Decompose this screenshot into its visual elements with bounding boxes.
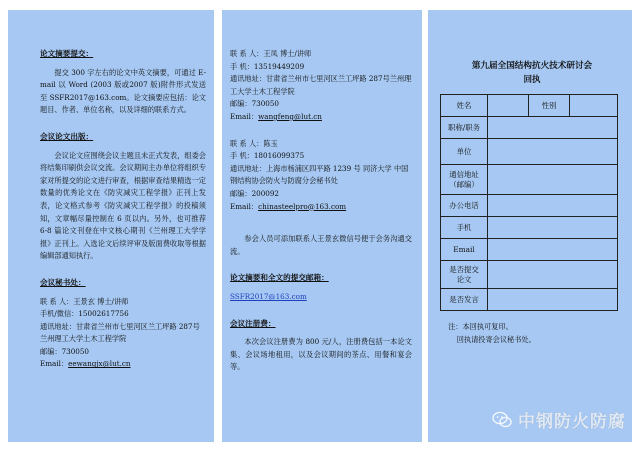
label-gender: 性别 bbox=[529, 95, 570, 117]
contact2-email-label: Email： bbox=[230, 201, 259, 211]
label-address: 通信地址 （邮编） bbox=[441, 165, 488, 195]
wechat-icon bbox=[492, 411, 512, 429]
contact1-address: 通讯地址：甘肃省兰州市七里河区兰工坪路 287号兰州理工大学土木工程学院 bbox=[230, 74, 412, 96]
receipt-form-table bbox=[440, 94, 618, 311]
receipt-note-1: 注：本回执可复印。 bbox=[448, 322, 513, 331]
label-mobile: 手机 bbox=[441, 217, 488, 239]
label-title-post: 职称/职务 bbox=[441, 117, 488, 139]
contact2-name: 联 系 人：陈玉 bbox=[230, 138, 278, 148]
contact2-phone: 手 机：18016099375 bbox=[230, 151, 305, 161]
registration-fee-heading: 会议注册费： bbox=[230, 318, 276, 328]
contact2-email-line bbox=[230, 201, 412, 214]
secretariat-email[interactable]: eewangjx@lut.cn bbox=[68, 359, 131, 369]
field-title-post[interactable] bbox=[488, 117, 618, 139]
abstract-submission-text: 提交 300 字左右的论文中英文摘要，可通过 E-mail 以 Word (2003 版或2007 版)附件形式发送至 SSFR2017@163.com。论文摘要应包括：论文题目、作者、单位名称，以及详细的联系方式。 bbox=[40, 67, 206, 115]
receipt-title: 第九届全国结构抗火技术研讨会 bbox=[471, 61, 593, 71]
panel-middle bbox=[222, 10, 422, 442]
wechat-note: 参会人员可添加联系人王景玄微信号便于会务沟通交流。 bbox=[230, 234, 412, 256]
field-submit-paper[interactable] bbox=[488, 261, 618, 289]
label-presentation: 是否发言 bbox=[441, 289, 488, 311]
registration-fee-text: 本次会议注册费为 800 元/人，注册费包括一本论文集、会议场地租用，以及会议期间的茶点、用餐和宴会等。 bbox=[230, 337, 412, 372]
label-office-phone: 办公电话 bbox=[441, 195, 488, 217]
secretariat-heading: 会议秘书处： bbox=[40, 277, 86, 287]
panel-left bbox=[8, 10, 214, 442]
contact2-email[interactable]: chinasteelpro@163.com bbox=[258, 201, 347, 211]
receipt-subtitle: 回执 bbox=[523, 74, 541, 84]
paper-publication-text: 会议论文应围绕会议主题且未正式发表，组委会将结集印刷供会议交流。会议期间主办单位将组织专家对所提交的论文进行审查，根据审查结果精选一定数量的优秀论文在《防灾减灾工程学报》正刊上发表，论文格式参考《防灾减灾工程学报》的投稿须知，文章幅尽量控制在 6 页以内。另外，也可推荐 6-8 篇论文刊登在中文核心期刊《兰州理工大学学报》正刊上。入选论文后续评审及版面费收取等根据编辑部通知执行。 bbox=[40, 150, 206, 261]
wechat-watermark bbox=[492, 407, 626, 432]
contact1-postcode: 邮编：730050 bbox=[230, 99, 280, 109]
secretariat-email-line bbox=[40, 358, 206, 371]
field-name[interactable] bbox=[488, 95, 529, 117]
contact1-email-label: Email： bbox=[230, 111, 259, 121]
secretariat-email-label: Email： bbox=[40, 359, 69, 369]
label-submit-paper: 是否提交 论文 bbox=[441, 261, 488, 289]
label-email: Email bbox=[441, 239, 488, 261]
field-presentation[interactable] bbox=[488, 289, 618, 311]
field-mobile[interactable] bbox=[488, 217, 618, 239]
submission-email[interactable]: SSFR2017@163.com bbox=[230, 291, 307, 301]
secretariat-phone: 手机/微信：15002617756 bbox=[40, 309, 129, 319]
submission-email-heading: 论文摘要和全文的提交邮箱： bbox=[230, 273, 329, 283]
field-gender[interactable] bbox=[570, 95, 618, 117]
watermark-text: 中钢防火防腐 bbox=[518, 412, 626, 432]
label-name: 姓名 bbox=[441, 95, 488, 117]
abstract-submission-heading: 论文摘要提交： bbox=[40, 49, 94, 58]
contact2-address: 通讯地址：上海市杨浦区四平路 1239 号 同济大学 中国钢结构协会防火与防腐分会秘书处 bbox=[230, 163, 409, 186]
secretariat-postcode: 邮编：730050 bbox=[40, 346, 90, 356]
field-email[interactable] bbox=[488, 239, 618, 261]
field-address[interactable] bbox=[488, 165, 618, 195]
contact1-phone: 手 机：13519449209 bbox=[230, 61, 305, 71]
contact1-email[interactable]: wangfeng@lut.cn bbox=[258, 111, 322, 121]
paper-publication-heading: 会议论文出版： bbox=[40, 131, 94, 141]
secretariat-contact: 联 系 人：王景玄 博士/讲师 bbox=[40, 296, 129, 306]
field-unit[interactable] bbox=[488, 139, 618, 165]
label-unit: 单位 bbox=[441, 139, 488, 165]
receipt-note-2: 回执请投寄会议秘书处。 bbox=[456, 334, 536, 344]
submission-email-line bbox=[230, 291, 412, 304]
contact1-email-line bbox=[230, 111, 412, 124]
panel-right-receipt bbox=[428, 10, 632, 442]
receipt-notes bbox=[438, 321, 626, 346]
secretariat-address: 通讯地址：甘肃省兰州市七里河区兰工坪路 287号兰州理工大学土木工程学院 bbox=[40, 321, 200, 344]
contact1-name: 联 系 人：王凤 博士/讲师 bbox=[230, 49, 312, 58]
contact2-postcode: 邮编：200092 bbox=[230, 188, 280, 198]
field-office-phone[interactable] bbox=[488, 195, 618, 217]
